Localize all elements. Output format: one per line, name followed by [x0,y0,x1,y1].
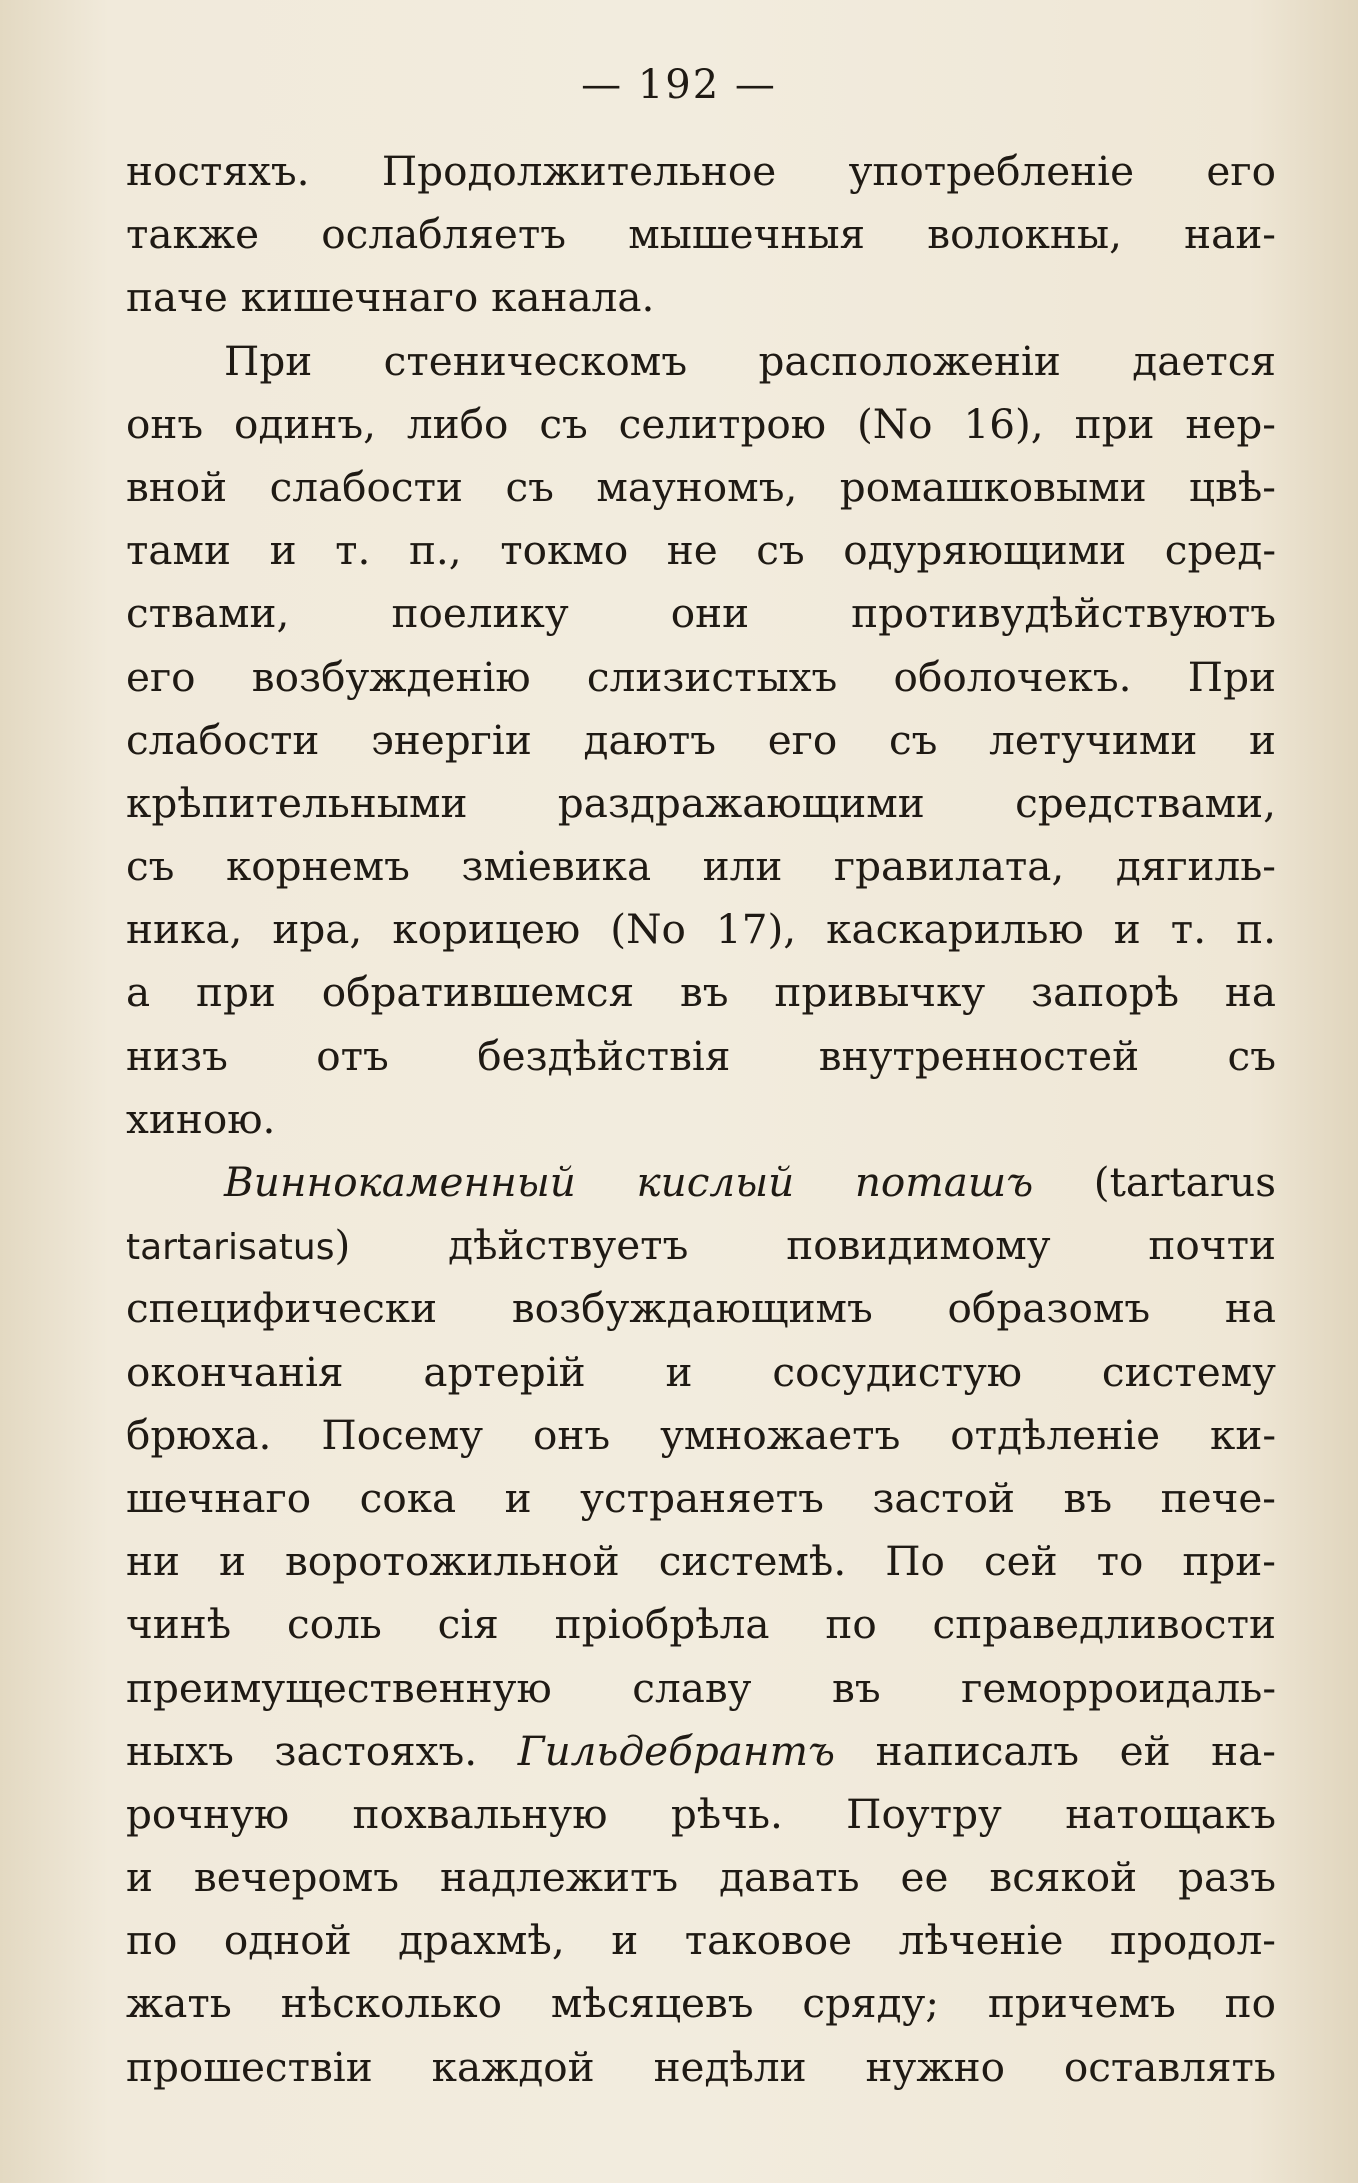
latin-term: tartarisatus [126,1227,335,1269]
text-line: паче кишечнаго канала. [126,273,655,322]
text-line: tartarisatus) дѣйствуетъ повидимому почти [126,1221,1276,1270]
text-line: вной слабости съ мауномъ, ромашковыми цвѣ- [126,462,1276,511]
text-line: его возбужденію слизистыхъ оболочекъ. При [126,652,1276,701]
text-line: преимущественную славу въ геморроидаль- [126,1663,1276,1712]
text-line: тами и т. п., токмо не съ одуряющими сред- [126,526,1276,575]
text-line: онъ одинъ, либо съ селитрою (No 16), при нер- [126,399,1276,448]
page-number: — 192 — [581,62,777,108]
text-line: чинѣ соль сія пріобрѣла по справедливости [126,1600,1276,1649]
text-line: рочную похвальную рѣчь. Поутру натощакъ [126,1789,1276,1838]
text-line: окончанія артерій и сосудистую систему [126,1347,1276,1396]
text-line: низъ отъ бездѣйствія внутренностей съ [126,1031,1276,1080]
text-line: специфически возбуждающимъ образомъ на [126,1284,1276,1333]
text-line: ника, ира, корицею (No 17), каскарилью и т. п. [126,905,1276,954]
text-line: ностяхъ. Продолжительное употребленіе его [126,147,1276,195]
text-line: ни и воротожильной системѣ. По сей то при- [126,1537,1276,1586]
text-line: ствами, поелику они противудѣйствуютъ [126,589,1276,638]
text-line: слабости энергіи даютъ его съ летучими и [126,715,1276,764]
text-line: крѣпительными раздражающими средствами, [126,778,1276,827]
paragraph-start-line: Виннокаменный кислый поташъ (tartarus [224,1158,1276,1206]
text-line: а при обратившемся въ привычку запорѣ на [126,968,1276,1017]
text-line: ныхъ застояхъ. Гильдебрантъ написалъ ей на- [126,1726,1276,1775]
body-text [126,140,1276,2099]
text-line: жать нѣсколько мѣсяцевъ сряду; причемъ по [126,1979,1276,2028]
text-line: съ корнемъ зміевика или гравилата, дягиль- [126,842,1276,891]
paragraph-start-line: При стеническомъ расположеніи дается [224,336,1276,385]
italic-name: Гильдебрантъ [517,1726,835,1775]
text-line: шечнаго сока и устраняетъ застой въ пече- [126,1473,1276,1522]
italic-term: Виннокаменный кислый поташъ [224,1158,1034,1206]
text-line: также ослабляетъ мышечныя волокны, наи- [126,210,1276,259]
text-line: прошествіи каждой недѣли нужно оставлять [126,2042,1276,2091]
text-line: хиною. [126,1094,276,1143]
text-line: по одной драхмѣ, и таковое лѣченіе продол- [126,1916,1276,1965]
text-line: брюха. Посему онъ умножаетъ отдѣленіе ки- [126,1410,1276,1459]
text-line: и вечеромъ надлежитъ давать ее всякой разъ [126,1853,1276,1902]
